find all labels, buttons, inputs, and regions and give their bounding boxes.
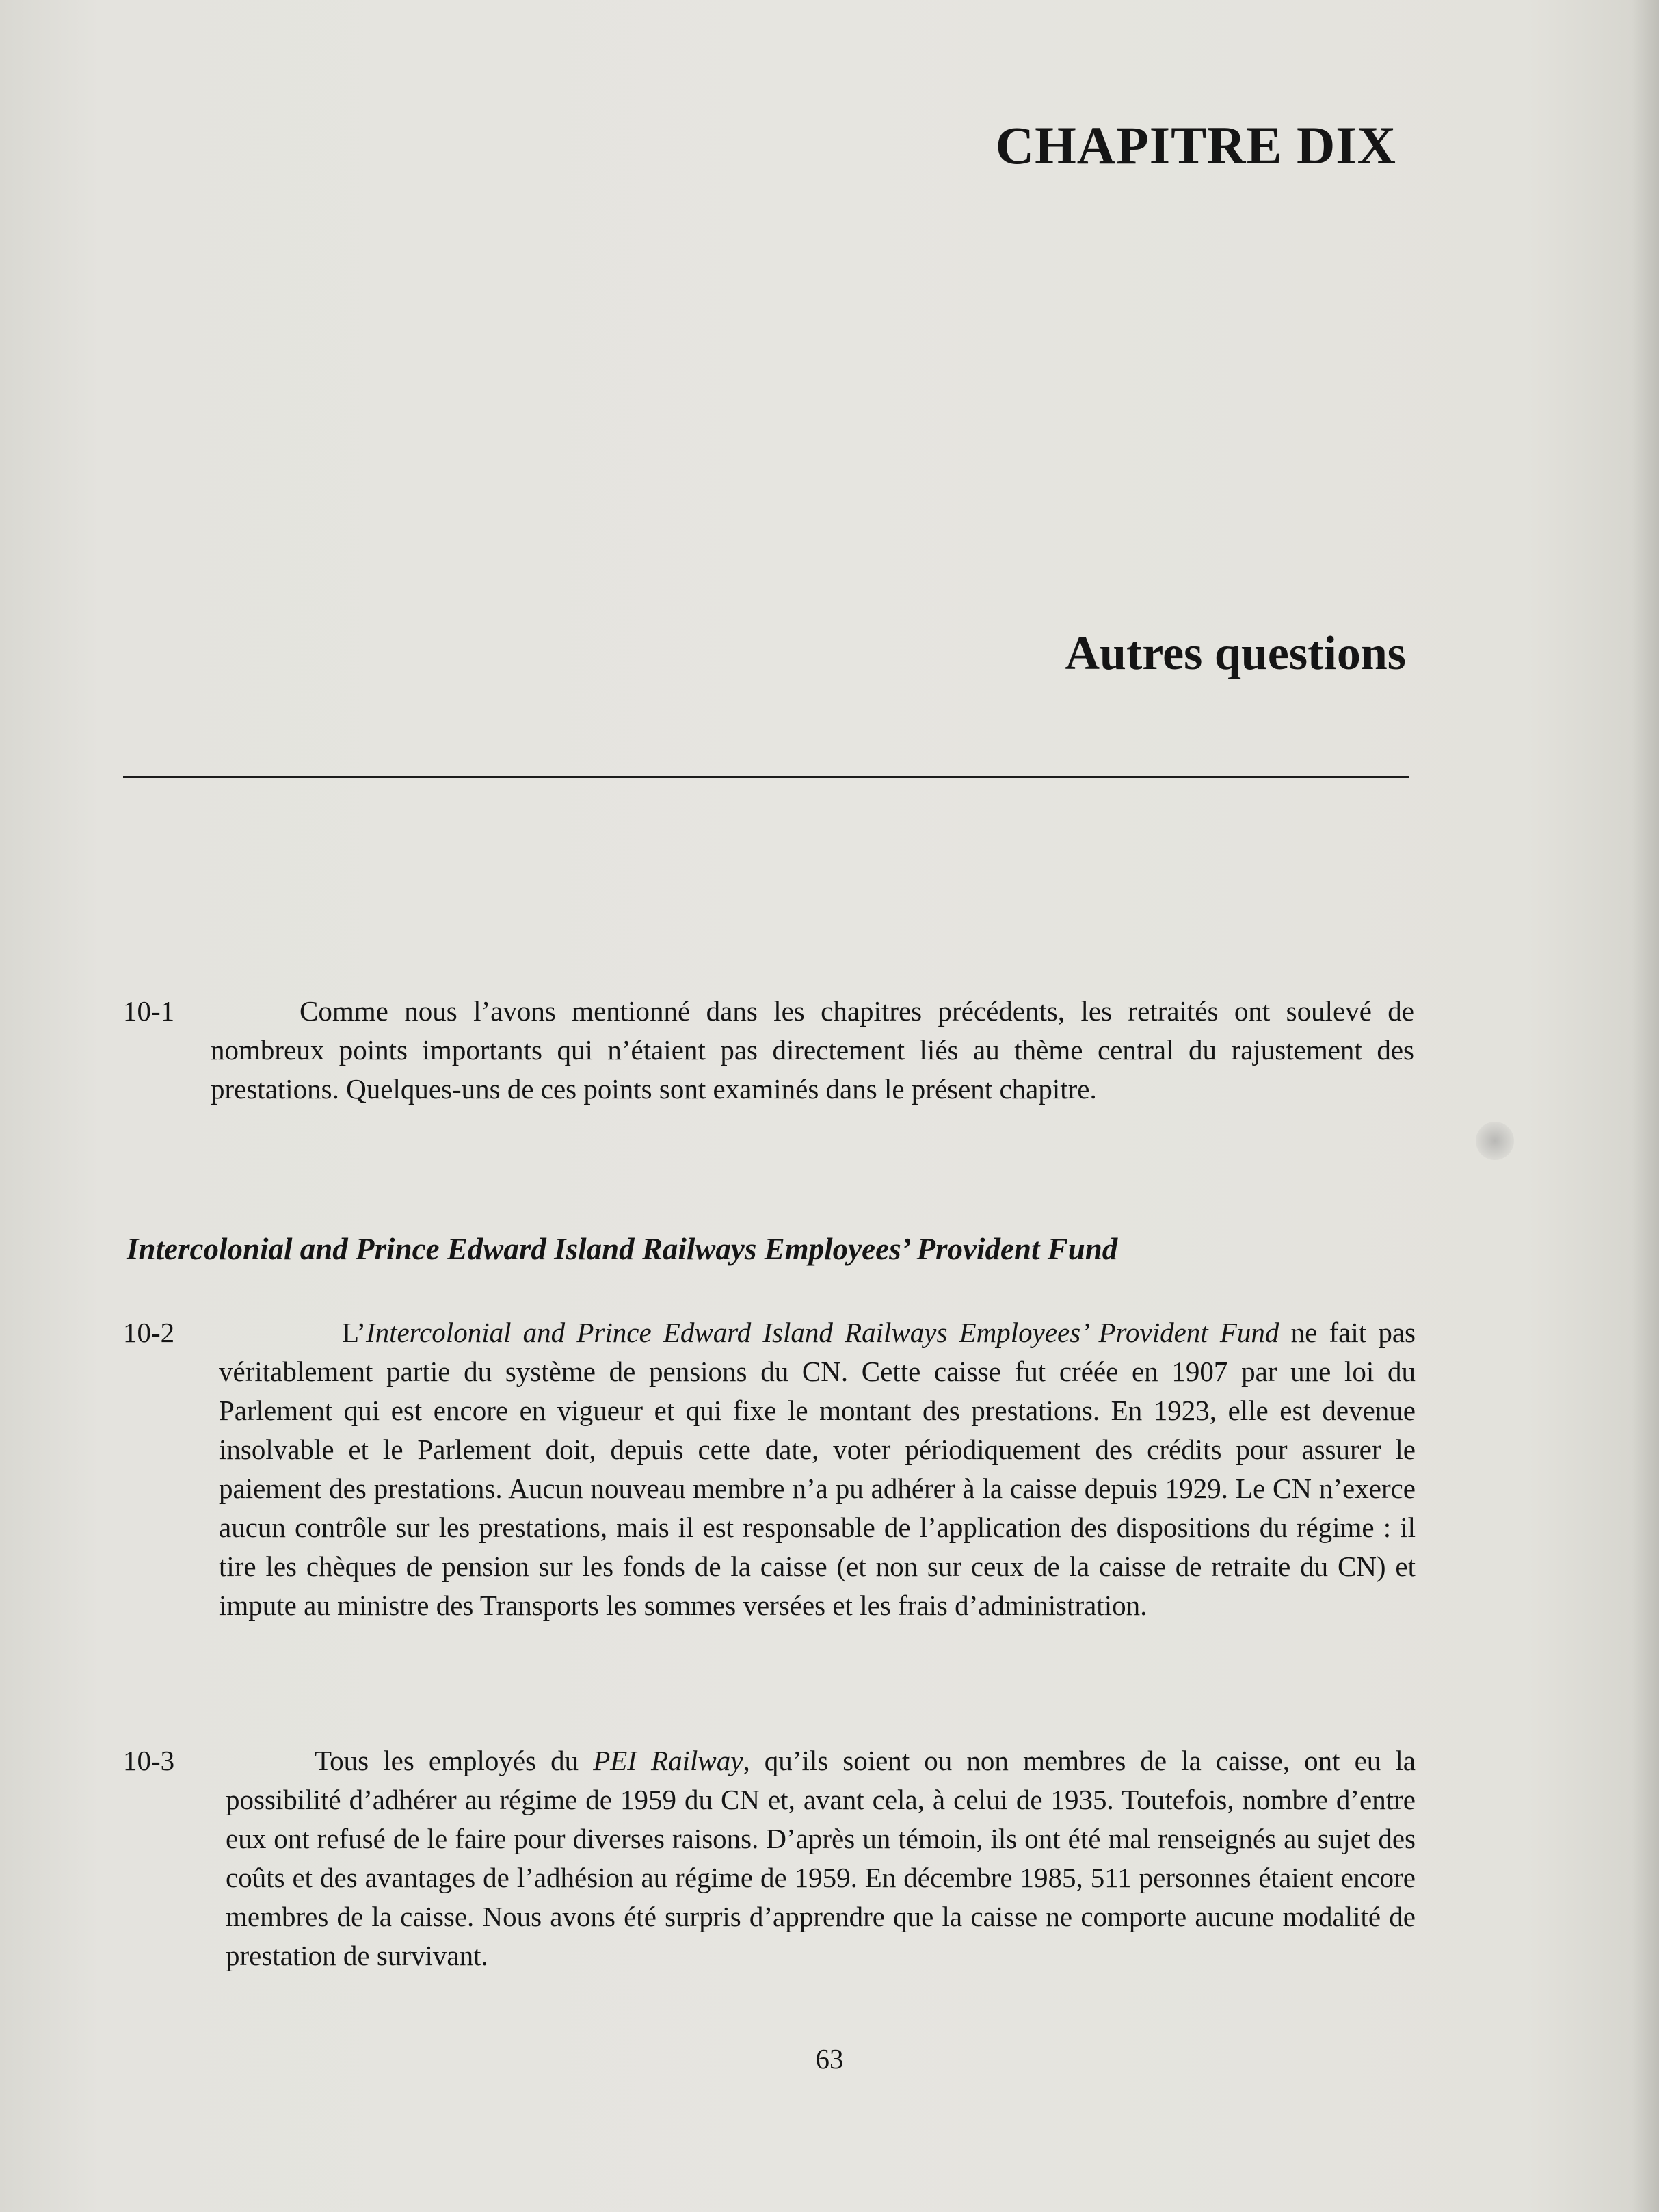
paragraph-body bbox=[226, 1741, 1416, 1975]
paragraph-number: 10-3 bbox=[123, 1745, 175, 1776]
section-title: Autres questions bbox=[1065, 627, 1406, 680]
text-segment: Comme nous l’avons mentionné dans les chapitres précédents, les retraités ont soulevé de nombreux points importants qui n’étaient pas directement liés au thème central du rajustement des prestations. Quelques-uns de ces points sont examinés dans le présent chapitre. bbox=[211, 995, 1414, 1105]
text-segment: , qu’ils soient ou non membres de la caisse, ont eu la possibilité d’adhérer au régime de 1959 du CN et, avant cela, à celui de 1935. Toutefois, nombre d’entre eux ont refusé de le faire pour diverses raisons. D’après un témoin, ils ont été mal renseignés au sujet des coûts et des avantages de l’adhésion au régime de 1959. En décembre 1985, 511 personnes étaient encore membres de la caisse. Nous avons été surpris d’apprendre que la caisse ne comporte aucune modalité de prestation de survivant. bbox=[226, 1745, 1416, 1971]
page-smudge bbox=[1476, 1122, 1514, 1160]
title-divider bbox=[123, 776, 1409, 778]
paragraph-body bbox=[211, 992, 1414, 1109]
italic-text-segment: PEI Railway bbox=[593, 1745, 743, 1776]
text-segment: L’ bbox=[342, 1317, 366, 1348]
paragraph-body bbox=[219, 1313, 1416, 1625]
page-number: 63 bbox=[815, 2043, 844, 2075]
text-segment: Tous les employés du bbox=[315, 1745, 594, 1776]
paragraph-number: 10-2 bbox=[123, 1317, 175, 1348]
page-edge-shadow bbox=[1632, 0, 1659, 2212]
section-subheading: Intercolonial and Prince Edward Island Railways Employees’ Provident Fund bbox=[127, 1232, 1118, 1266]
italic-text-segment: Intercolonial and Prince Edward Island Railways Employees’ Provident Fund bbox=[365, 1317, 1279, 1348]
paragraph-number: 10-1 bbox=[123, 995, 175, 1027]
chapter-title: CHAPITRE DIX bbox=[995, 116, 1396, 175]
text-segment: ne fait pas véritablement partie du système de pensions du CN. Cette caisse fut créée en 1907 par une loi du Parlement qui est encore en vigueur et qui fixe le montant des prestations. En 1923, elle est devenue insolvable et le Parlement doit, depuis cette date, voter périodiquement des crédits pour assurer le paiement des prestations. Aucun nouveau membre n’a pu adhérer à la caisse depuis 1929. Le CN n’exerce aucun contrôle sur les prestations, mais il est responsable de l’application des dispositions du régime : il tire les chèques de pension sur les fonds de la caisse (et non sur ceux de la caisse de retraite du CN) et impute au ministre des Transports les sommes versées et les frais d’administration. bbox=[219, 1317, 1416, 1621]
